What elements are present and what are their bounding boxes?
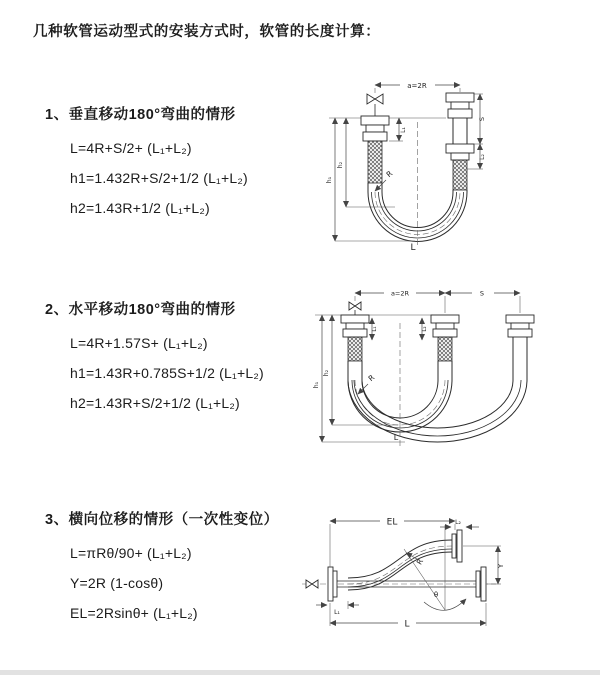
right-fitting bbox=[446, 93, 474, 190]
valve-icon bbox=[306, 580, 318, 588]
dim-label-l-total: L bbox=[410, 243, 416, 253]
dim-label-l1: L₁ bbox=[372, 326, 378, 332]
dim-label-theta: θ bbox=[433, 591, 439, 599]
hose-s-curve-displaced bbox=[348, 540, 452, 590]
dim-label-l1: L₁ bbox=[400, 127, 407, 133]
dim-label-el: EL bbox=[386, 517, 398, 528]
formula-line: L=4R+1.57S+ (L₁+L₂) bbox=[70, 335, 208, 351]
dim-label-l2: L₂ bbox=[455, 519, 461, 526]
dimension-l2 bbox=[440, 519, 479, 527]
dim-label-a2r: a=2R bbox=[390, 289, 410, 298]
section-1 bbox=[45, 103, 320, 223]
dimension-l1 bbox=[389, 118, 407, 141]
formula-line: EL=2Rsinθ+ (L₁+L₂) bbox=[70, 605, 198, 621]
dimension-a2r bbox=[355, 290, 445, 298]
right-flange-original bbox=[476, 567, 486, 601]
page-title: 几种软管运动型式的安装方式时，软管的长度计算： bbox=[33, 24, 381, 40]
dim-label-l1: L₁ bbox=[334, 609, 340, 616]
left-fitting bbox=[341, 315, 369, 361]
diagram-lateral-displacement bbox=[300, 505, 585, 637]
dimension-s bbox=[445, 290, 520, 298]
dim-label-y: Y bbox=[497, 563, 505, 569]
middle-fitting bbox=[431, 315, 459, 361]
formula-line: h1=1.43R+0.785S+1/2 (L₁+L₂) bbox=[70, 365, 264, 381]
hose-u-bend-displaced bbox=[348, 337, 527, 442]
formula-line: Y=2R (1-cosθ) bbox=[70, 575, 164, 591]
dim-label-l2: L₂ bbox=[479, 154, 486, 160]
dimension-l1 bbox=[372, 318, 378, 340]
dimension-l-total bbox=[330, 603, 486, 630]
formula-line: L=πRθ/90+ (L₁+L₂) bbox=[70, 545, 192, 561]
section-3-heading: 3、横向位移的情形（一次性变位） bbox=[45, 512, 279, 528]
left-flange bbox=[328, 567, 337, 601]
page-edge bbox=[0, 670, 600, 675]
braided-hose-section bbox=[438, 337, 452, 361]
dim-label-r: R bbox=[366, 372, 377, 384]
dim-label-s: S bbox=[478, 116, 486, 122]
formula-line: h2=1.43R+S/2+1/2 (L₁+L₂) bbox=[70, 395, 240, 411]
dim-label-h2: h₂ bbox=[337, 161, 344, 169]
valve-icon bbox=[367, 94, 383, 116]
braided-hose-section bbox=[348, 337, 362, 361]
right-flange-displaced bbox=[452, 530, 462, 562]
dimension-el bbox=[330, 518, 455, 568]
dim-label-r: R bbox=[384, 168, 395, 180]
dim-label-h1: h₁ bbox=[313, 381, 320, 389]
dimension-l2 bbox=[422, 318, 428, 340]
dimension-s bbox=[474, 94, 486, 144]
diagram-vertical-180-bend bbox=[315, 72, 570, 257]
dim-label-l-total: L bbox=[393, 433, 399, 442]
dimension-a2r bbox=[375, 82, 460, 93]
valve-icon bbox=[349, 302, 361, 315]
formula-line: h2=1.43R+1/2 (L₁+L₂) bbox=[70, 200, 210, 216]
dim-label-r: R bbox=[414, 557, 426, 567]
dim-label-s: S bbox=[479, 289, 485, 298]
section-2 bbox=[45, 298, 320, 418]
formula-line: h1=1.432R+S/2+1/2 (L₁+L₂) bbox=[70, 170, 248, 186]
radius-callout bbox=[358, 373, 376, 394]
braided-hose-section bbox=[368, 141, 382, 183]
dim-label-a2r: a=2R bbox=[407, 82, 427, 90]
section-1-heading: 1、垂直移动180°弯曲的情形 bbox=[45, 107, 236, 123]
right-fitting-displaced bbox=[506, 315, 534, 337]
section-3 bbox=[45, 508, 320, 628]
braided-hose-section bbox=[453, 160, 467, 190]
formula-line: L=4R+S/2+ (L₁+L₂) bbox=[70, 140, 192, 156]
dimension-l1 bbox=[316, 601, 359, 616]
dim-label-h1: h₁ bbox=[326, 176, 333, 184]
dim-label-h2: h₂ bbox=[323, 369, 330, 377]
diagram-horizontal-180-bend bbox=[310, 285, 585, 455]
section-2-heading: 2、水平移动180°弯曲的情形 bbox=[45, 302, 236, 318]
dim-label-l: L bbox=[404, 619, 410, 630]
dim-label-l2: L₂ bbox=[422, 326, 428, 332]
